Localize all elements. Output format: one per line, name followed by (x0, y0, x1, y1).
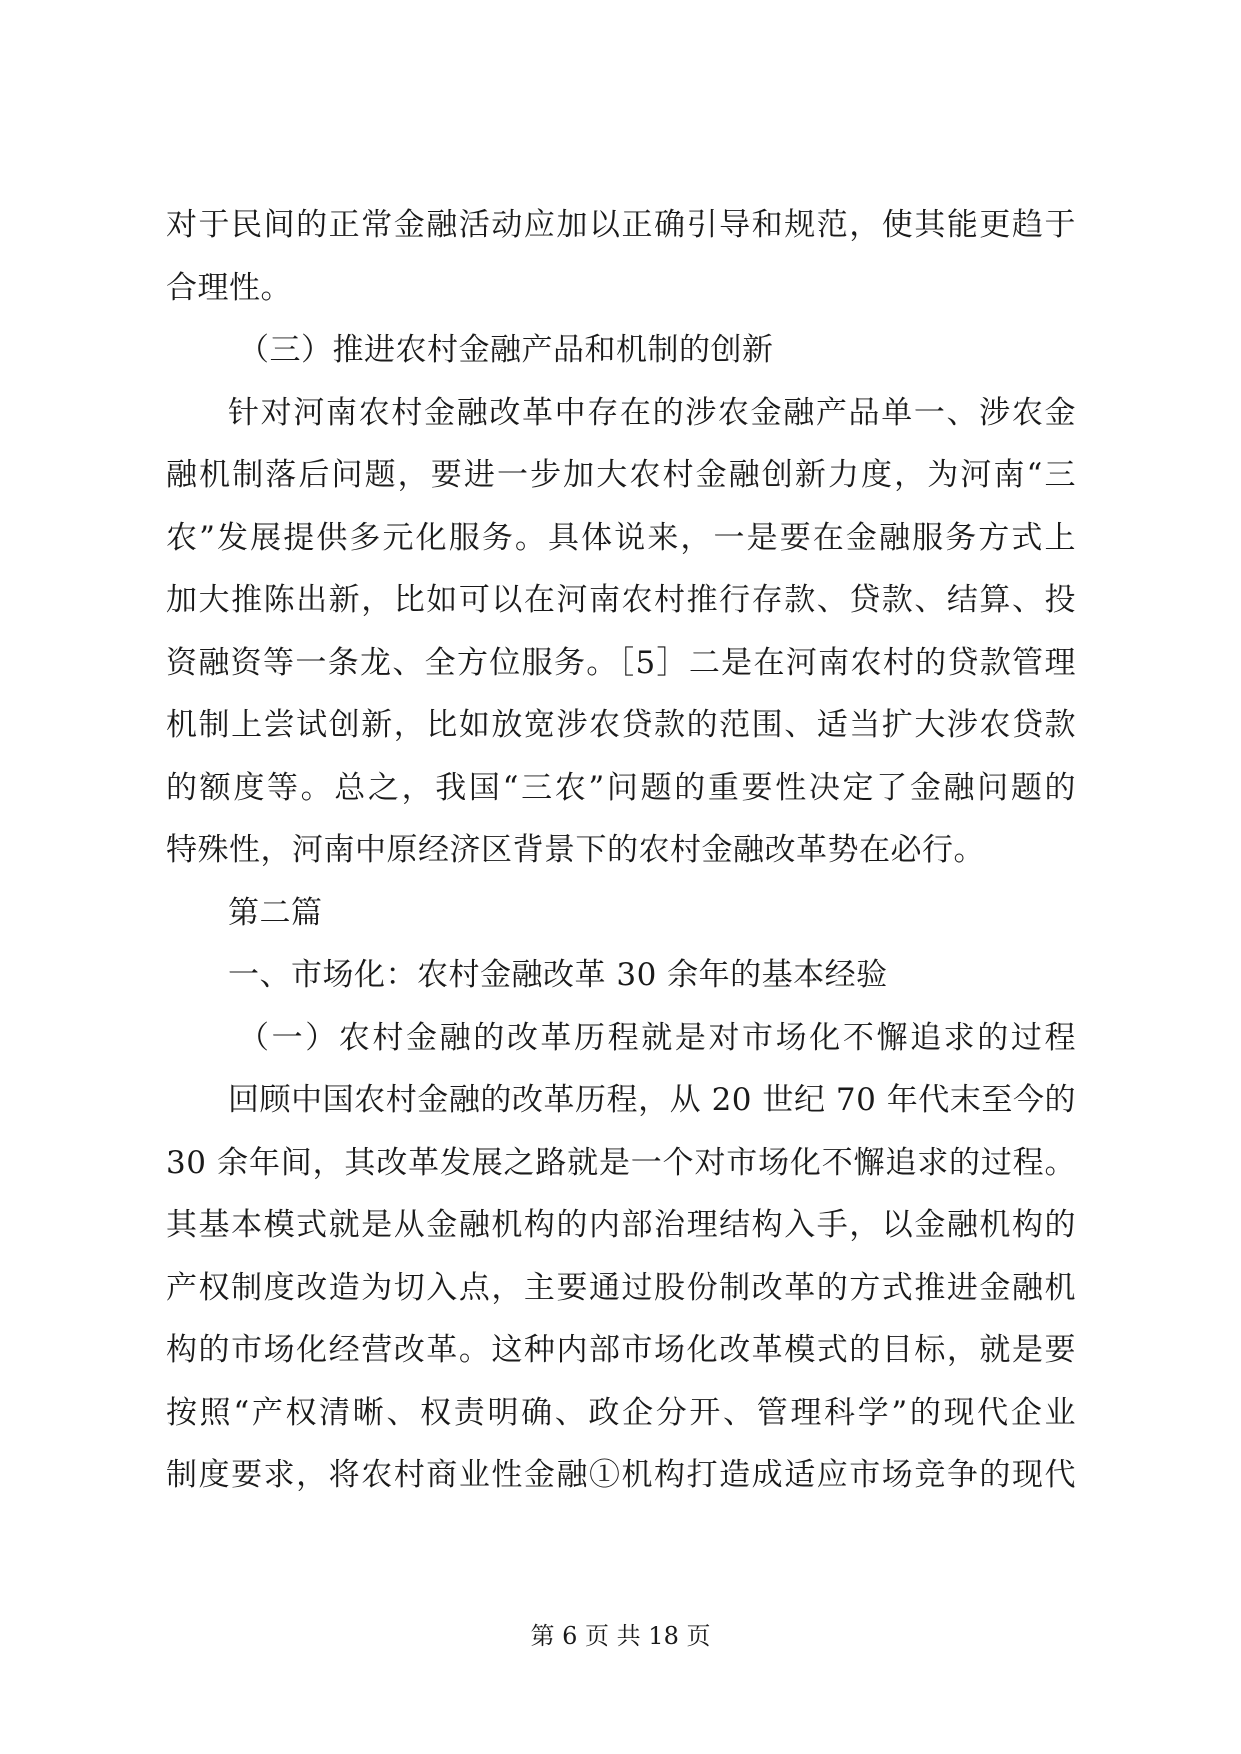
text-line: 机制上尝试创新，比如放宽涉农贷款的范围、适当扩大涉农贷款 (166, 707, 1076, 743)
text-line: 针对河南农村金融改革中存在的涉农金融产品单一、涉农金 (228, 394, 1076, 431)
text-line: 其基本模式就是从金融机构的内部治理结构入手，以金融机构的 (166, 1207, 1076, 1243)
text-line: 农”发展提供多元化服务。具体说来，一是要在金融服务方式上 (166, 519, 1076, 556)
text-line: 回顾中国农村金融的改革历程，从 20 世纪 70 年代末至今的 (228, 1082, 1076, 1118)
text-line: 的额度等。总之，我国“三农”问题的重要性决定了金融问题的 (166, 769, 1076, 806)
text-line: 制度要求，将农村商业性金融①机构打造成适应市场竞争的现代 (166, 1457, 1076, 1493)
text-line: 构的市场化经营改革。这种内部市场化改革模式的目标，就是要 (166, 1332, 1076, 1368)
page-footer: 第 6 页 共 18 页 (530, 1622, 711, 1650)
text-line: 特殊性，河南中原经济区背景下的农村金融改革势在必行。 (166, 832, 985, 868)
text-line: 融机制落后问题，要进一步加大农村金融创新力度，为河南“三 (166, 457, 1076, 493)
text-line: 资融资等一条龙、全方位服务。［5］二是在河南农村的贷款管理 (166, 644, 1076, 681)
text-line: 加大推陈出新，比如可以在河南农村推行存款、贷款、结算、投 (166, 582, 1076, 618)
text-line: 30 余年间，其改革发展之路就是一个对市场化不懈追求的过程。 (166, 1144, 1076, 1181)
text-line: （三）推进农村金融产品和机制的创新 (238, 332, 774, 368)
text-line: （一）农村金融的改革历程就是对市场化不懈追求的过程 (238, 1019, 1076, 1056)
text-line: 对于民间的正常金融活动应加以正确引导和规范，使其能更趋于 (166, 207, 1076, 243)
body-text (166, 194, 1076, 1507)
text-line: 按照“产权清晰、权责明确、政企分开、管理科学”的现代企业 (166, 1394, 1076, 1431)
text-line: 第二篇 (228, 894, 323, 931)
text-line: 合理性。 (166, 269, 292, 306)
text-line: 产权制度改造为切入点，主要通过股份制改革的方式推进金融机 (166, 1269, 1076, 1306)
text-line: 一、市场化：农村金融改革 30 余年的基本经验 (228, 957, 888, 993)
